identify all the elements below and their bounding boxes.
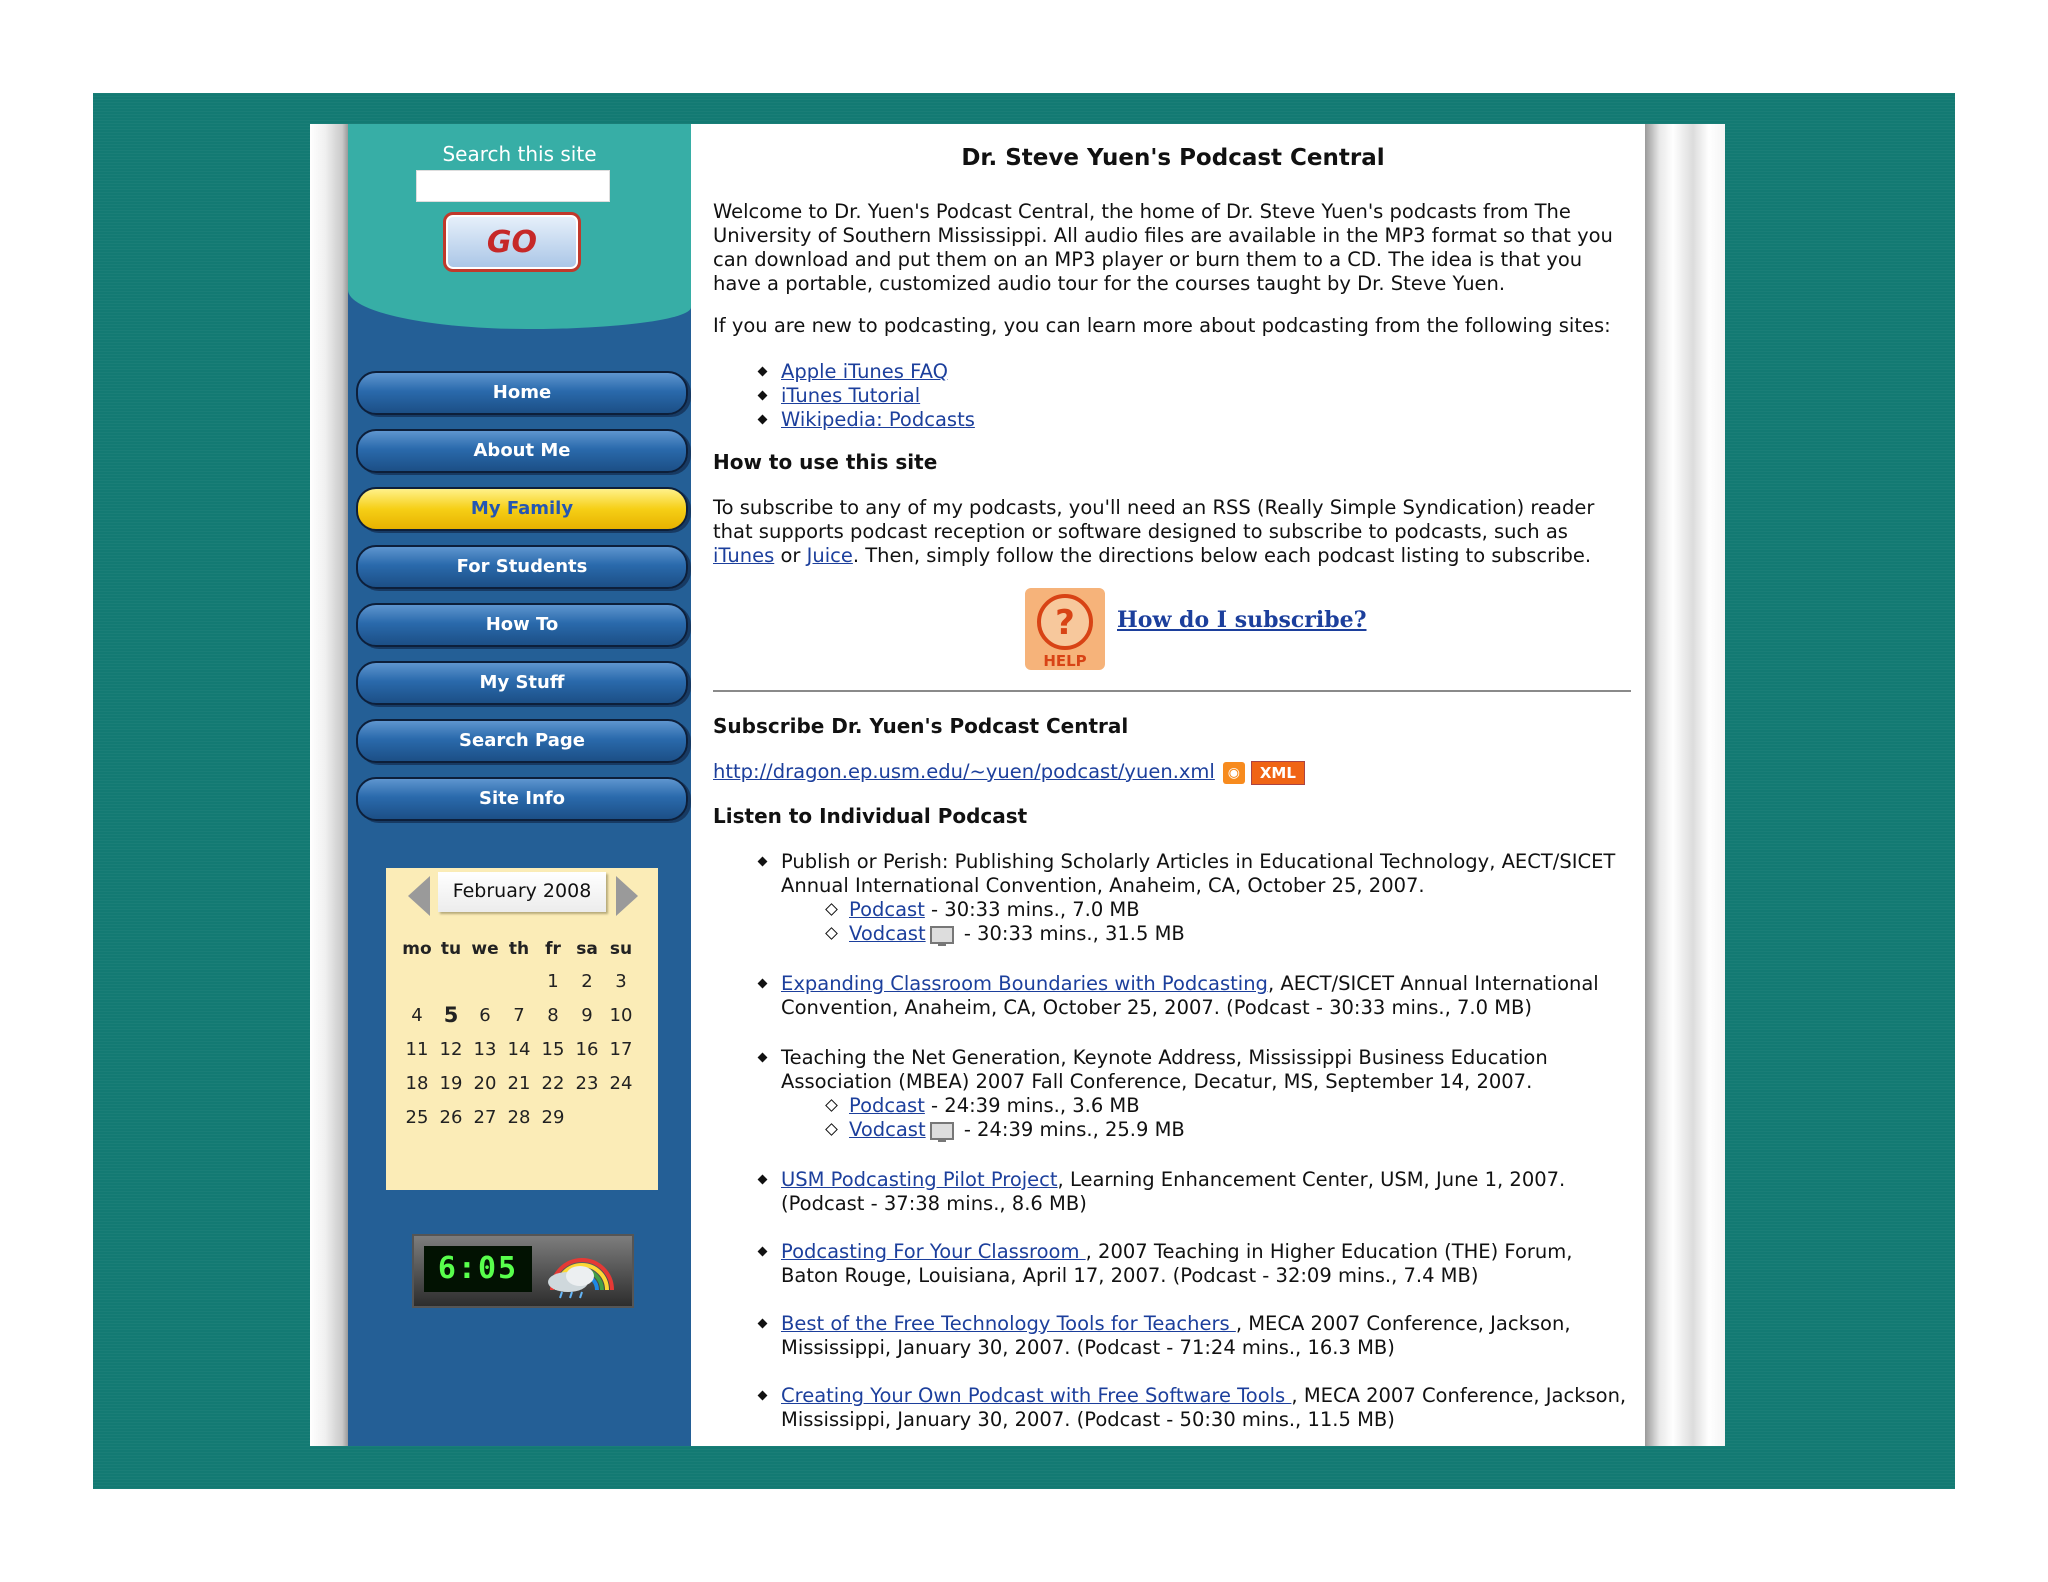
calendar-day[interactable]: 21 — [507, 1072, 531, 1094]
podcast-info: , AECT/SICET Annual International Convention, Anaheim, CA, October 25, 2007. (Podcast - 30:33 mins., 7.0 MB) — [781, 972, 1599, 1019]
search-input[interactable] — [416, 170, 610, 202]
calendar-weekday: tu — [440, 939, 462, 959]
calendar-day[interactable]: 9 — [581, 1004, 593, 1026]
calendar-day[interactable]: 24 — [609, 1072, 633, 1094]
podcast-media-list — [781, 1094, 1633, 1142]
calendar-header — [386, 868, 658, 922]
calendar-day[interactable]: 13 — [473, 1038, 497, 1060]
calendar-day[interactable]: 5 — [443, 1003, 459, 1027]
monitor-icon — [930, 1122, 954, 1140]
calendar-weekday: we — [471, 939, 499, 959]
calendar-widget — [386, 868, 658, 1190]
podcast-item — [759, 972, 1633, 1020]
link-wikipedia-podcasts[interactable]: Wikipedia: Podcasts — [781, 408, 975, 431]
calendar-empty-cell — [604, 1100, 638, 1134]
podcast-title: Publish or Perish: Publishing Scholarly Articles in Educational Technology, AECT/SICET Annual International Convention, Anaheim, CA, October 25, 2007. — [781, 850, 1616, 897]
podcast-item — [759, 1046, 1633, 1142]
calendar-day[interactable]: 2 — [581, 970, 593, 992]
calendar-day[interactable]: 22 — [541, 1072, 565, 1094]
link-itunes[interactable]: iTunes — [713, 544, 775, 567]
link-juice[interactable]: Juice — [806, 544, 853, 567]
listen-heading: Listen to Individual Podcast — [713, 804, 1028, 828]
new-to-podcasting-text: If you are new to podcasting, you can learn more about podcasting from the following sites: — [713, 314, 1611, 337]
podcast-link[interactable]: Creating Your Own Podcast with Free Software Tools — [781, 1384, 1292, 1407]
calendar-day[interactable]: 8 — [547, 1004, 559, 1026]
calendar-day[interactable]: 1 — [547, 970, 559, 992]
calendar-week — [400, 998, 638, 1032]
podcast-list — [759, 850, 1633, 1432]
vodcast-link[interactable]: Vodcast — [849, 922, 926, 945]
podcast-item — [759, 1168, 1633, 1216]
podcast-link[interactable]: Expanding Classroom Boundaries with Podcasting — [781, 972, 1268, 995]
vodcast-link[interactable]: Vodcast — [849, 1118, 926, 1141]
vodcast-info: - 30:33 mins., 31.5 MB — [957, 922, 1185, 945]
calendar-day[interactable]: 27 — [473, 1106, 497, 1128]
calendar-month: February 2008 — [438, 872, 606, 912]
next-month-arrow-icon[interactable] — [616, 876, 638, 916]
monitor-icon — [930, 926, 954, 944]
nav-search-page[interactable]: Search Page — [356, 719, 688, 763]
prev-month-arrow-icon[interactable] — [408, 876, 430, 916]
nav-site-info[interactable]: Site Info — [356, 777, 688, 821]
calendar-day[interactable]: 11 — [405, 1038, 429, 1060]
subscribe-heading: Subscribe Dr. Yuen's Podcast Central — [713, 714, 1129, 738]
calendar-weekday: mo — [402, 939, 432, 959]
podcast-media-list — [781, 898, 1633, 946]
calendar-week — [400, 1066, 638, 1100]
calendar-weekday: fr — [545, 939, 561, 959]
nav-for-students[interactable]: For Students — [356, 545, 688, 589]
clock-widget — [412, 1234, 634, 1308]
calendar-empty-cell — [434, 964, 468, 998]
link-apple-itunes-faq[interactable]: Apple iTunes FAQ — [781, 360, 948, 383]
podcast-link[interactable]: Podcast — [849, 898, 925, 921]
podcast-info: - 30:33 mins., 7.0 MB — [924, 898, 1140, 921]
list-item — [827, 922, 1633, 946]
page-title: Dr. Steve Yuen's Podcast Central — [961, 145, 1385, 171]
clock-time: 6:05 — [424, 1246, 532, 1292]
list-item — [827, 1094, 1633, 1118]
list-item — [759, 384, 975, 408]
nav-home[interactable]: Home — [356, 371, 688, 415]
calendar-day[interactable]: 18 — [405, 1072, 429, 1094]
podcast-info: , 2007 Teaching in Higher Education (THE) Forum, Baton Rouge, Louisiana, April 17, 2007. (Podcast - 32:09 mins., 7.4 MB) — [781, 1240, 1573, 1287]
calendar-day[interactable]: 7 — [513, 1004, 525, 1026]
feed-row — [713, 760, 1305, 785]
podcast-link[interactable]: Best of the Free Technology Tools for Teachers — [781, 1312, 1236, 1335]
rss-icon[interactable]: ◉ — [1223, 762, 1245, 784]
svg-text:?: ? — [1055, 603, 1075, 643]
calendar-empty-cell — [502, 964, 536, 998]
how-to-text-1: To subscribe to any of my podcasts, you'll need an RSS (Really Simple Syndication) reader that supports podcast reception or software designed to subscribe to podcasts, such as — [713, 496, 1595, 543]
xml-badge[interactable]: XML — [1251, 761, 1305, 785]
list-item — [759, 360, 975, 384]
calendar-weekday-row — [400, 934, 638, 964]
help-icon[interactable] — [1025, 588, 1105, 670]
podcast-title: Teaching the Net Generation, Keynote Address, Mississippi Business Education Association (MBEA) 2007 Fall Conference, Decatur, MS, September 14, 2007. — [781, 1046, 1548, 1093]
podcast-link[interactable]: Podcasting For Your Classroom — [781, 1240, 1086, 1263]
podcast-item — [759, 1312, 1633, 1360]
svg-text:HELP: HELP — [1043, 652, 1087, 670]
calendar-day[interactable]: 4 — [411, 1004, 423, 1026]
page-container — [310, 124, 1725, 1446]
search-label: Search this site — [442, 142, 597, 166]
how-to-paragraph — [713, 496, 1623, 568]
left-bevel — [310, 124, 348, 1446]
learn-links-list — [759, 360, 975, 432]
podcast-item — [759, 1384, 1633, 1432]
calendar-day[interactable]: 3 — [615, 970, 627, 992]
podcast-item — [759, 850, 1633, 946]
go-button[interactable]: GO — [443, 212, 581, 272]
calendar-day[interactable]: 10 — [609, 1004, 633, 1026]
podcast-link[interactable]: USM Podcasting Pilot Project — [781, 1168, 1058, 1191]
intro-paragraph: Welcome to Dr. Yuen's Podcast Central, the home of Dr. Steve Yuen's podcasts from The University of Southern Mississippi. All audio files are available in the MP3 format so that you can download and put them on an MP3 player or burn them to a CD. The idea is that you have a portable, customized audio tour for the courses taught by Dr. Steve Yuen. — [713, 200, 1613, 295]
calendar-day[interactable]: 17 — [609, 1038, 633, 1060]
calendar-week — [400, 1100, 638, 1134]
calendar-day[interactable]: 26 — [439, 1106, 463, 1128]
vodcast-info: - 24:39 mins., 25.9 MB — [957, 1118, 1185, 1141]
nav-how-to[interactable]: How To — [356, 603, 688, 647]
link-itunes-tutorial[interactable]: iTunes Tutorial — [781, 384, 921, 407]
search-area — [348, 124, 691, 329]
calendar-empty-cell — [400, 964, 434, 998]
calendar-weekday: th — [508, 939, 530, 959]
how-to-heading: How to use this site — [713, 450, 938, 474]
main-content — [713, 124, 1633, 1446]
weather-rainbow-icon — [542, 1242, 626, 1300]
podcast-info: , MECA 2007 Conference, Jackson, Mississippi, January 30, 2007. (Podcast - 50:30 mins., 11.5 MB) — [781, 1384, 1627, 1431]
how-to-or: or — [774, 544, 807, 567]
calendar-weekday: su — [609, 939, 633, 959]
podcast-info: , MECA 2007 Conference, Jackson, Mississippi, January 30, 2007. (Podcast - 71:24 mins., 16.3 MB) — [781, 1312, 1571, 1359]
podcast-link[interactable]: Podcast — [849, 1094, 925, 1117]
nav-my-stuff[interactable]: My Stuff — [356, 661, 688, 705]
calendar-day[interactable]: 12 — [439, 1038, 463, 1060]
podcast-info: - 24:39 mins., 3.6 MB — [924, 1094, 1140, 1117]
calendar-day[interactable]: 25 — [405, 1106, 429, 1128]
calendar-day[interactable]: 14 — [507, 1038, 531, 1060]
feed-url-link[interactable]: http://dragon.ep.usm.edu/~yuen/podcast/yuen.xml — [713, 760, 1215, 783]
list-item — [827, 898, 1633, 922]
calendar-day[interactable]: 16 — [575, 1038, 599, 1060]
list-item — [759, 408, 975, 432]
calendar-day[interactable]: 15 — [541, 1038, 565, 1060]
divider — [713, 690, 1631, 692]
calendar-day[interactable]: 28 — [507, 1106, 531, 1128]
podcast-item — [759, 1240, 1633, 1288]
calendar-day[interactable]: 29 — [541, 1106, 565, 1128]
calendar-week — [400, 964, 638, 998]
calendar-weekday: sa — [576, 939, 598, 959]
nav-about-me[interactable]: About Me — [356, 429, 688, 473]
how-to-text-2: . Then, simply follow the directions below each podcast listing to subscribe. — [852, 544, 1592, 567]
podcast-info: , Learning Enhancement Center, USM, June 1, 2007. (Podcast - 37:38 mins., 8.6 MB) — [781, 1168, 1566, 1215]
calendar-day[interactable]: 20 — [473, 1072, 497, 1094]
calendar-day[interactable]: 23 — [575, 1072, 599, 1094]
sidebar — [348, 124, 691, 1446]
calendar-days — [400, 964, 638, 1134]
nav-my-family[interactable]: My Family — [356, 487, 688, 531]
how-do-i-subscribe-link[interactable]: How do I subscribe? — [1117, 607, 1367, 633]
calendar-empty-cell — [570, 1100, 604, 1134]
calendar-empty-cell — [468, 964, 502, 998]
list-item — [827, 1118, 1633, 1142]
calendar-day[interactable]: 6 — [479, 1004, 491, 1026]
right-bevel — [1645, 124, 1725, 1446]
calendar-week — [400, 1032, 638, 1066]
calendar-grid — [400, 934, 638, 1134]
calendar-day[interactable]: 19 — [439, 1072, 463, 1094]
